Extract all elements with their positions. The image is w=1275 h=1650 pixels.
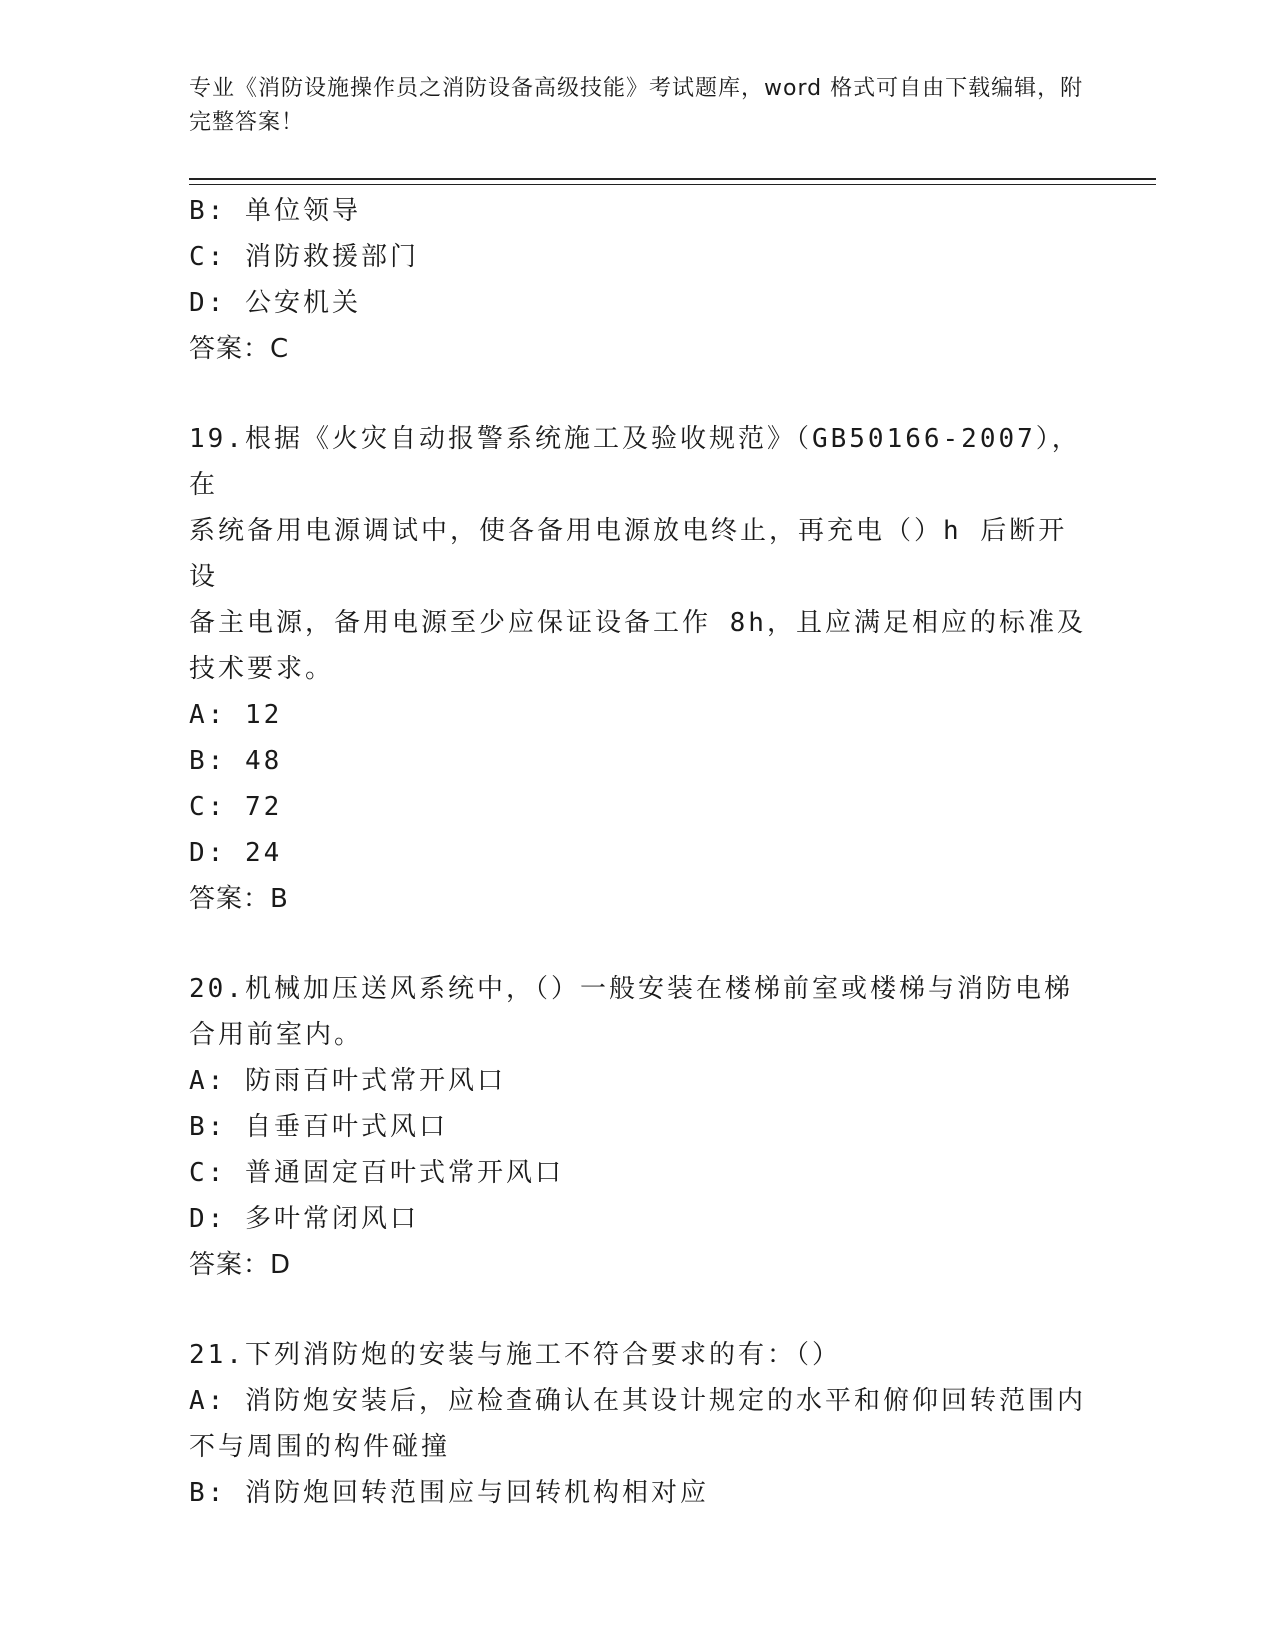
option-line: B: 48 [189, 746, 283, 776]
question-stem-line: 合用前室内。 [189, 1020, 364, 1050]
question-stem-line: 备主电源，备用电源至少应保证设备工作 8h，且应满足相应的标准及 [189, 608, 1086, 638]
option-line: D: 24 [189, 838, 283, 868]
option-line: 不与周围的构件碰撞 [189, 1432, 451, 1462]
question-stem-line: 21.下列消防炮的安装与施工不符合要求的有：（） [189, 1340, 841, 1370]
header-divider-thick [189, 178, 1156, 180]
page-header: 专业《消防设施操作员之消防设备高级技能》考试题库，word 格式可自由下载编辑，附完整答案！ [189, 76, 1084, 135]
header-divider-thin [189, 184, 1156, 185]
option-line: D: 公安机关 [189, 288, 361, 318]
option-line: A: 12 [189, 700, 283, 730]
question-stem-line: 系统备用电源调试中，使各备用电源放电终止，再充电（）h 后断开设 [189, 516, 1068, 592]
option-line: B: 自垂百叶式风口 [189, 1112, 448, 1142]
answer-line: 答案：B [189, 884, 289, 914]
question-block [189, 416, 1089, 922]
option-line: D: 多叶常闭风口 [189, 1204, 419, 1234]
question-stem-line: 19.根据《火灾自动报警系统施工及验收规范》（GB50166-2007），在 [189, 424, 1081, 500]
option-line: A: 防雨百叶式常开风口 [189, 1066, 506, 1096]
answer-line: 答案：D [189, 1250, 292, 1280]
question-block [189, 966, 1089, 1288]
option-line: C: 普通固定百叶式常开风口 [189, 1158, 564, 1188]
question-block [189, 188, 1089, 372]
answer-line: 答案：C [189, 334, 290, 364]
option-line: B: 单位领导 [189, 196, 361, 226]
question-content [189, 188, 1089, 1516]
question-block [189, 1332, 1089, 1516]
option-line: C: 消防救援部门 [189, 242, 419, 272]
option-line: A: 消防炮安装后，应检查确认在其设计规定的水平和俯仰回转范围内 [189, 1386, 1086, 1416]
option-line: C: 72 [189, 792, 283, 822]
option-line: B: 消防炮回转范围应与回转机构相对应 [189, 1478, 709, 1508]
question-stem-line: 20.机械加压送风系统中，（）一般安装在楼梯前室或楼梯与消防电梯 [189, 974, 1073, 1004]
question-stem-line: 技术要求。 [189, 654, 335, 684]
